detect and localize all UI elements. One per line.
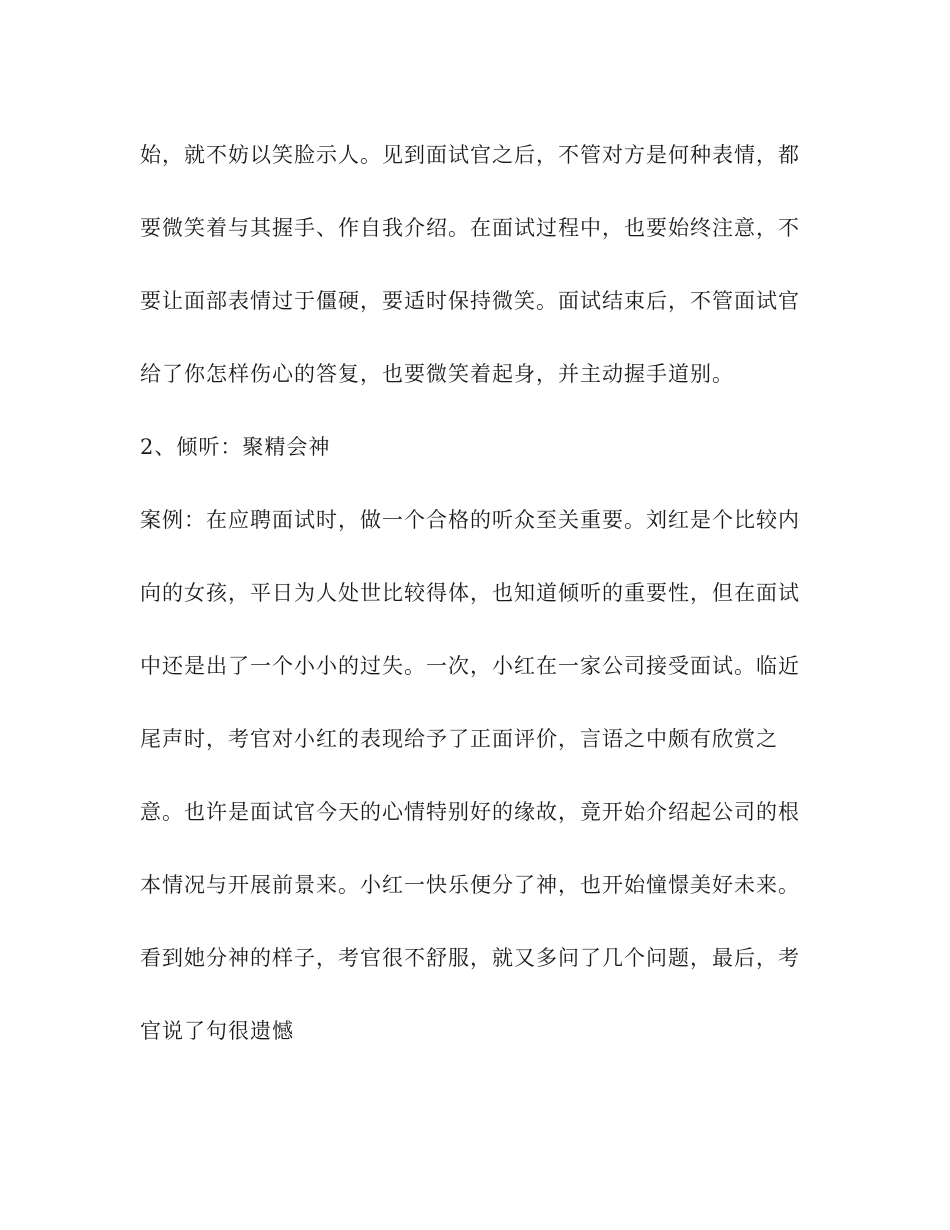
paragraph-line: 给了你怎样伤心的答复，也要微笑着起身，并主动握手道别。: [140, 362, 734, 386]
paragraph-line: 始，就不妨以笑脸示人。见到面试官之后，不管对方是何种表情，都: [140, 143, 800, 167]
paragraph-line: 向的女孩，平日为人处世比较得体，也知道倾听的重要性，但在面试: [140, 581, 800, 605]
paragraph-line: 尾声时，考官对小红的表现给予了正面评价，言语之中颇有欣赏之: [140, 727, 778, 751]
paragraph-line: 要微笑着与其握手、作自我介绍。在面试过程中，也要始终注意，不: [140, 216, 800, 240]
paragraph-line: 中还是出了一个小小的过失。一次，小红在一家公司接受面试。临近: [140, 654, 800, 678]
section-heading: 2、倾听：聚精会神: [140, 435, 331, 459]
paragraph-line: 本情况与开展前景来。小红一快乐便分了神，也开始憧憬美好未来。: [140, 873, 800, 897]
paragraph-line: 案例：在应聘面试时，做一个合格的听众至关重要。刘红是个比较内: [140, 508, 800, 532]
paragraph-line: 官说了句很遗憾: [140, 1019, 294, 1043]
paragraph-line: 看到她分神的样子，考官很不舒服，就又多问了几个问题，最后，考: [140, 946, 800, 970]
paragraph-line: 要让面部表情过于僵硬，要适时保持微笑。面试结束后，不管面试官: [140, 289, 800, 313]
paragraph-line: 意。也许是面试官今天的心情特别好的缘故，竟开始介绍起公司的根: [140, 800, 800, 824]
